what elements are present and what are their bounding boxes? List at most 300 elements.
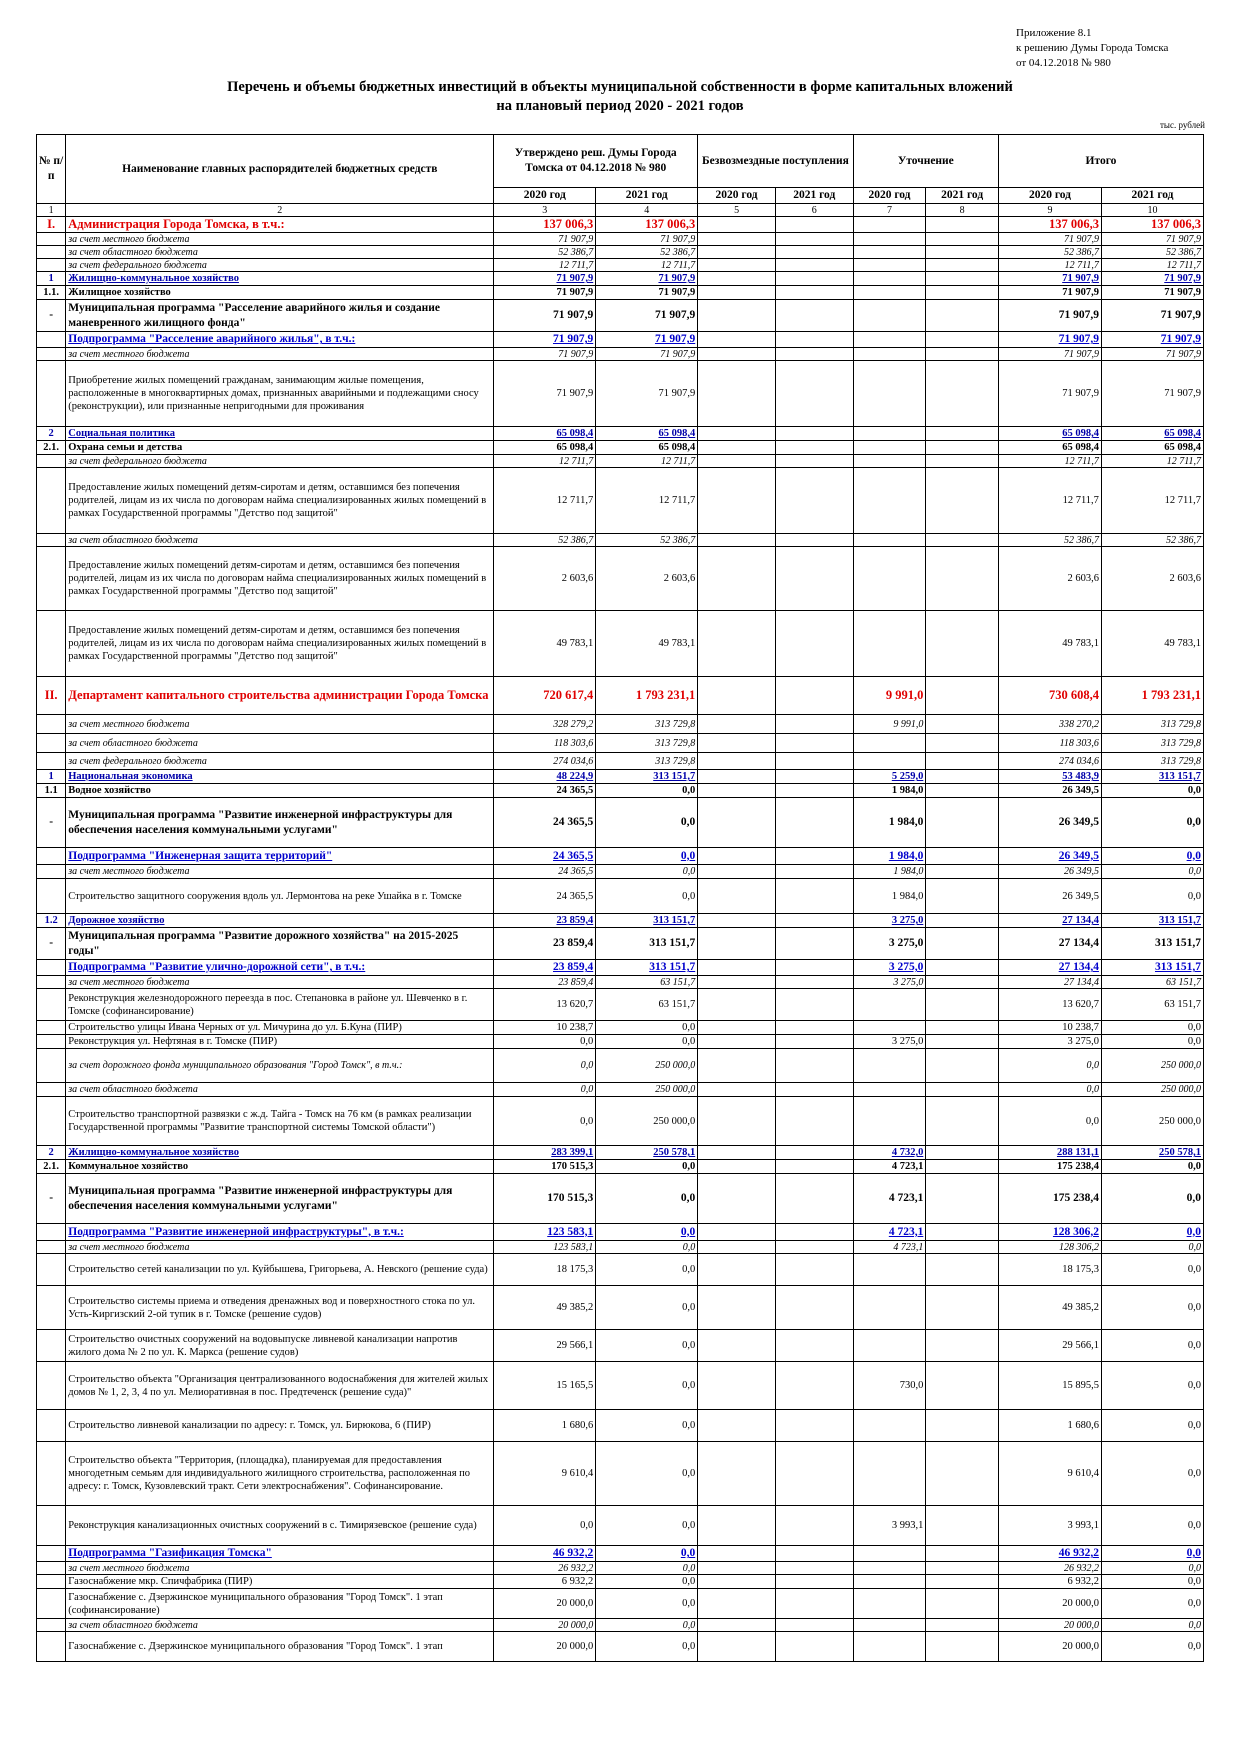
header-year: 2020 год [998,188,1101,204]
row-value: 49 783,1 [494,611,596,677]
row-value [926,300,999,332]
row-value: 1 793 231,1 [596,677,698,715]
row-value [926,879,999,914]
row-value: 2 603,6 [998,547,1101,611]
row-value [775,798,853,848]
row-value: 313 729,8 [596,734,698,753]
column-number: 1 [37,204,66,217]
row-value [926,928,999,960]
table-row [37,677,1204,715]
row-value: 0,0 [596,798,698,848]
column-number: 3 [494,204,596,217]
row-value [775,427,853,441]
row-value [698,914,776,928]
row-value: 0,0 [596,1506,698,1546]
row-value: 65 098,4 [596,441,698,455]
row-value: 0,0 [1101,1442,1203,1506]
row-value [926,1619,999,1632]
column-number: 5 [698,204,776,217]
row-value: 71 907,9 [494,332,596,348]
header-total: Итого [998,135,1203,188]
row-value [926,1160,999,1174]
row-name: Строительство системы приема и отведения дренажных вод и поверхностного стока по ул. Усть-Киргизский 2-ой тупик в г. Томске (решение судов) [66,1286,494,1330]
row-name: Муниципальная программа "Развитие инженерной инфраструктуры для обеспечения населения коммунальными услугами" [66,798,494,848]
row-value [926,286,999,300]
row-value [926,960,999,976]
row-value [853,361,926,427]
row-number [37,1286,66,1330]
row-number: II. [37,677,66,715]
row-number [37,1632,66,1662]
row-name: Жилищно-коммунальное хозяйство [66,1146,494,1160]
row-value [775,928,853,960]
row-value [775,1632,853,1662]
row-value: 250 578,1 [1101,1146,1203,1160]
row-number: 2.1. [37,441,66,455]
table-row [37,611,1204,677]
header-year: 2021 год [775,188,853,204]
row-value: 71 907,9 [494,300,596,332]
table-row [37,848,1204,865]
row-value: 3 275,0 [998,1035,1101,1049]
row-value [926,1241,999,1254]
row-value: 65 098,4 [494,427,596,441]
row-value [698,1049,776,1083]
row-name: Реконструкция канализационных очистных сооружений в с. Тимирязевское (решение суда) [66,1506,494,1546]
row-value [698,233,776,246]
row-number [37,1224,66,1241]
row-value [926,770,999,784]
row-name: Газоснабжение с. Дзержинское муниципального образования "Город Томск". 1 этап [66,1632,494,1662]
table-row [37,441,1204,455]
row-value [698,1146,776,1160]
row-value [698,361,776,427]
row-value [775,534,853,547]
row-value [775,1146,853,1160]
row-value [853,441,926,455]
table-row [37,300,1204,332]
row-value [698,348,776,361]
row-value [698,677,776,715]
row-value [775,784,853,798]
row-value: 2 603,6 [596,547,698,611]
row-name: Муниципальная программа "Развитие инженерной инфраструктуры для обеспечения населения коммунальными услугами" [66,1174,494,1224]
row-value: 26 349,5 [998,865,1101,879]
row-value: 52 386,7 [998,534,1101,547]
row-number: - [37,1174,66,1224]
row-value [853,753,926,770]
column-number: 2 [66,204,494,217]
row-value: 4 732,0 [853,1146,926,1160]
row-name: Строительство транспортной развязки с ж.д. Тайга - Томск на 76 км (в рамках реализации Государственной программы "Развитие транспортной системы Томской области") [66,1097,494,1146]
row-value: 26 349,5 [998,798,1101,848]
row-value [926,547,999,611]
row-value: 3 993,1 [998,1506,1101,1546]
row-value: 23 859,4 [494,914,596,928]
table-row [37,217,1204,233]
row-value: 1 984,0 [853,784,926,798]
row-value [853,1330,926,1362]
row-value [775,1083,853,1097]
row-value [775,1035,853,1049]
row-value: 71 907,9 [998,332,1101,348]
row-value: 9 991,0 [853,677,926,715]
table-row [37,259,1204,272]
row-value [698,1589,776,1619]
row-value [775,441,853,455]
row-value: 65 098,4 [596,427,698,441]
row-value: 12 711,7 [998,455,1101,468]
row-value [853,1575,926,1589]
row-value [698,534,776,547]
row-value: 313 729,8 [596,753,698,770]
row-number [37,1410,66,1442]
row-value: 0,0 [596,848,698,865]
row-value [775,753,853,770]
row-value: 63 151,7 [596,989,698,1021]
row-value [775,1174,853,1224]
row-value: 26 349,5 [998,848,1101,865]
row-value [698,1035,776,1049]
row-value [775,1330,853,1362]
row-value: 10 238,7 [998,1021,1101,1035]
row-value [775,1224,853,1241]
row-name: Охрана семьи и детства [66,441,494,455]
row-value: 49 783,1 [596,611,698,677]
row-name: за счет областного бюджета [66,1619,494,1632]
row-value: 0,0 [596,1254,698,1286]
row-value: 52 386,7 [1101,246,1203,259]
row-value: 20 000,0 [998,1589,1101,1619]
row-number: - [37,300,66,332]
row-value [775,1410,853,1442]
row-value: 71 907,9 [596,361,698,427]
row-value [926,989,999,1021]
row-name: Предоставление жилых помещений детям-сиротам и детям, оставшимся без попечения родителей, лицам из их числа по договорам найма специализированных жилых помещений в рамках Государственной программы "Детство под защитой" [66,468,494,534]
row-value [698,1241,776,1254]
row-value: 730,0 [853,1362,926,1410]
row-value [926,914,999,928]
row-number [37,468,66,534]
row-value: 24 365,5 [494,798,596,848]
row-value [853,1546,926,1562]
table-row [37,361,1204,427]
row-value: 730 608,4 [998,677,1101,715]
row-name: за счет областного бюджета [66,246,494,259]
row-number [37,246,66,259]
row-value [775,1241,853,1254]
row-name: Подпрограмма "Расселение аварийного жилья", в т.ч.: [66,332,494,348]
row-value: 0,0 [596,1562,698,1575]
row-value [926,468,999,534]
row-value [926,1286,999,1330]
row-number [37,611,66,677]
row-value: 65 098,4 [998,441,1101,455]
row-value [775,468,853,534]
row-value: 12 711,7 [1101,259,1203,272]
table-row [37,1546,1204,1562]
row-value [698,217,776,233]
row-number: 1 [37,272,66,286]
row-value: 313 151,7 [596,960,698,976]
row-value: 71 907,9 [494,348,596,361]
row-value [698,1174,776,1224]
row-number [37,233,66,246]
row-name: за счет местного бюджета [66,1241,494,1254]
row-value: 20 000,0 [494,1619,596,1632]
row-value [698,1224,776,1241]
row-number: 2.1. [37,1160,66,1174]
row-value: 18 175,3 [998,1254,1101,1286]
table-row [37,879,1204,914]
row-name: Газоснабжение с. Дзержинское муниципального образования "Город Томск". 1 этап (софинансирование) [66,1589,494,1619]
row-value [926,677,999,715]
row-value: 313 729,8 [1101,715,1203,734]
row-value [698,1362,776,1410]
row-name: Национальная экономика [66,770,494,784]
row-value: 29 566,1 [998,1330,1101,1362]
row-value: 0,0 [1101,1562,1203,1575]
column-number: 8 [926,204,999,217]
header-approved: Утверждено реш. Думы Города Томска от 04.12.2018 № 980 [494,135,698,188]
row-name: Предоставление жилых помещений детям-сиротам и детям, оставшимся без попечения родителей, лицам из их числа по договорам найма специализированных жилых помещений в рамках Государственной программы "Детство под защитой" [66,611,494,677]
row-value: 118 303,6 [494,734,596,753]
table-body [37,217,1204,1662]
row-value [775,960,853,976]
row-value: 4 723,1 [853,1241,926,1254]
row-number [37,259,66,272]
row-value: 71 907,9 [494,233,596,246]
row-value: 71 907,9 [998,300,1101,332]
row-name: Строительство объекта "Территория, (площадка), планируемая для предоставления многодетным семьям для индивидуального жилищного строительства, расположенная по адресу: г. Томск, Кузовлевский тракт. Сети электроснабжения". Софинансирование. [66,1442,494,1506]
row-value [926,427,999,441]
row-value [775,1619,853,1632]
row-value: 0,0 [1101,1546,1203,1562]
table-row [37,734,1204,753]
column-number: 10 [1101,204,1203,217]
row-number [37,1021,66,1035]
row-value [775,1562,853,1575]
row-value [775,879,853,914]
row-value: 137 006,3 [596,217,698,233]
appendix-line: от 04.12.2018 № 980 [1016,57,1111,69]
row-value: 0,0 [596,1021,698,1035]
row-value: 3 275,0 [853,960,926,976]
row-value [698,865,776,879]
row-value: 250 000,0 [1101,1083,1203,1097]
row-value: 49 783,1 [1101,611,1203,677]
row-value [698,300,776,332]
column-number: 4 [596,204,698,217]
row-value: 313 151,7 [1101,914,1203,928]
row-value [698,1619,776,1632]
row-value: 175 238,4 [998,1160,1101,1174]
row-value: 0,0 [998,1049,1101,1083]
row-value: 9 610,4 [998,1442,1101,1506]
row-value [698,960,776,976]
row-value [926,361,999,427]
row-name: за счет местного бюджета [66,348,494,361]
row-value: 71 907,9 [1101,332,1203,348]
row-value: 0,0 [596,1224,698,1241]
row-value: 1 984,0 [853,798,926,848]
row-value: 71 907,9 [1101,348,1203,361]
row-name: Подпрограмма "Развитие инженерной инфраструктуры", в т.ч.: [66,1224,494,1241]
row-number [37,547,66,611]
row-number [37,1083,66,1097]
row-name: за счет местного бюджета [66,233,494,246]
row-value: 52 386,7 [998,246,1101,259]
row-value [926,272,999,286]
row-value [853,348,926,361]
row-value [698,1083,776,1097]
row-value [698,1021,776,1035]
row-number [37,1035,66,1049]
row-value [926,1330,999,1362]
row-value: 12 711,7 [596,468,698,534]
row-value [926,865,999,879]
row-value [926,1562,999,1575]
row-value [853,272,926,286]
row-name: за счет областного бюджета [66,1083,494,1097]
table-row [37,332,1204,348]
row-value: 52 386,7 [494,246,596,259]
table-row [37,1146,1204,1160]
row-value: 0,0 [596,1410,698,1442]
row-value: 0,0 [1101,784,1203,798]
row-value: 0,0 [596,1286,698,1330]
row-value [926,246,999,259]
table-row [37,1619,1204,1632]
row-name: за счет областного бюджета [66,734,494,753]
row-name: Реконструкция ул. Нефтяная в г. Томске (ПИР) [66,1035,494,1049]
row-number [37,1241,66,1254]
row-value: 15 165,5 [494,1362,596,1410]
column-number: 6 [775,204,853,217]
row-value [853,534,926,547]
row-number [37,976,66,989]
row-value: 0,0 [596,1442,698,1506]
row-number [37,734,66,753]
row-value [853,1286,926,1330]
row-value: 24 365,5 [494,784,596,798]
table-row [37,1021,1204,1035]
row-value [775,1589,853,1619]
row-value: 313 151,7 [1101,928,1203,960]
row-value: 49 385,2 [494,1286,596,1330]
table-row [37,1097,1204,1146]
table-row [37,246,1204,259]
row-name: Строительство очистных сооружений на водовыпуске ливневой канализации напротив жилого дома № 2 по ул. К. Маркса (решение судов) [66,1330,494,1362]
row-value: 71 907,9 [494,286,596,300]
row-value: 3 275,0 [853,1035,926,1049]
row-value [926,848,999,865]
row-value: 65 098,4 [998,427,1101,441]
row-value: 0,0 [1101,1174,1203,1224]
row-value [853,217,926,233]
row-value: 0,0 [1101,1160,1203,1174]
row-value: 71 907,9 [596,233,698,246]
row-value [775,611,853,677]
table-row [37,784,1204,798]
row-value: 328 279,2 [494,715,596,734]
row-value: 10 238,7 [494,1021,596,1035]
row-value [926,332,999,348]
row-value: 0,0 [1101,1241,1203,1254]
row-value [775,1506,853,1546]
row-value: 71 907,9 [596,332,698,348]
row-value: 175 238,4 [998,1174,1101,1224]
table-row [37,547,1204,611]
table-row [37,928,1204,960]
row-value [698,455,776,468]
row-value: 63 151,7 [1101,989,1203,1021]
table-row [37,989,1204,1021]
header-year: 2020 год [494,188,596,204]
row-value: 0,0 [596,1160,698,1174]
header-year: 2021 год [596,188,698,204]
row-value: 0,0 [1101,798,1203,848]
row-number: - [37,928,66,960]
row-value: 250 000,0 [596,1049,698,1083]
row-number: 1 [37,770,66,784]
row-value: 0,0 [1101,1021,1203,1035]
row-value: 0,0 [1101,1362,1203,1410]
table-row [37,427,1204,441]
row-value [775,989,853,1021]
row-number: I. [37,217,66,233]
units-label: тыс. рублей [1160,120,1205,130]
row-name: за счет местного бюджета [66,976,494,989]
row-value: 313 729,8 [596,715,698,734]
row-value: 0,0 [596,1241,698,1254]
row-value [698,1562,776,1575]
row-value [853,1021,926,1035]
row-value [698,753,776,770]
row-value: 23 859,4 [494,960,596,976]
row-number [37,332,66,348]
row-value [775,734,853,753]
row-value [853,1442,926,1506]
row-value [853,455,926,468]
row-value [775,715,853,734]
row-name: Газоснабжение мкр. Спичфабрика (ПИР) [66,1575,494,1589]
row-value [853,1589,926,1619]
row-value: 26 932,2 [494,1562,596,1575]
row-value: 53 483,9 [998,770,1101,784]
table-row [37,1330,1204,1362]
row-value [698,1097,776,1146]
row-name: Строительство улицы Ивана Черных от ул. Мичурина до ул. Б.Куна (ПИР) [66,1021,494,1035]
row-number [37,1589,66,1619]
row-value: 0,0 [1101,1035,1203,1049]
row-name: Коммунальное хозяйство [66,1160,494,1174]
row-value [926,1589,999,1619]
table-row [37,1160,1204,1174]
row-value: 0,0 [596,784,698,798]
row-value: 6 932,2 [494,1575,596,1589]
row-value [698,1546,776,1562]
row-value [926,1097,999,1146]
row-value: 250 000,0 [1101,1097,1203,1146]
row-value [698,848,776,865]
row-value: 118 303,6 [998,734,1101,753]
row-value [775,348,853,361]
row-number [37,1619,66,1632]
row-number [37,715,66,734]
header-no: № п/п [37,135,66,204]
row-number [37,753,66,770]
